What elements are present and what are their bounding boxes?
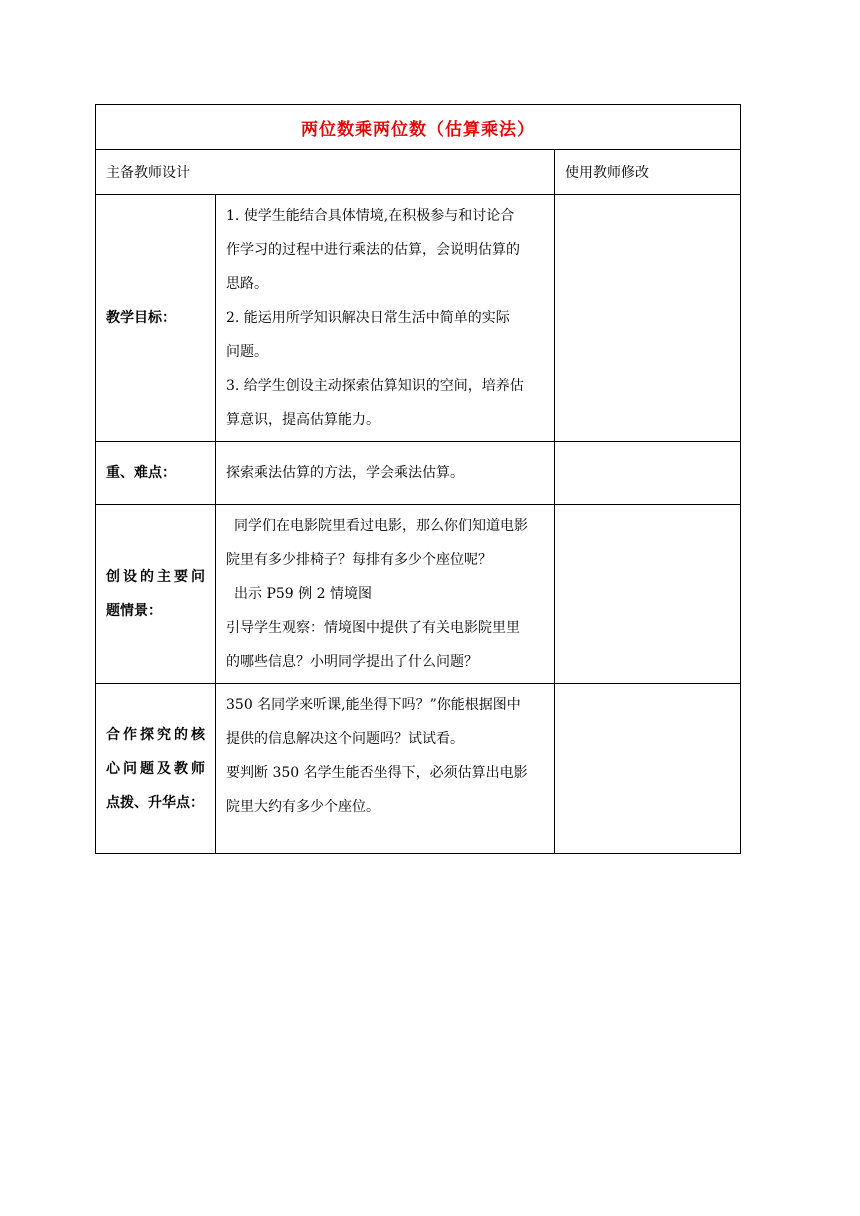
lesson-plan-table	[95, 104, 741, 854]
edit-cell	[555, 505, 741, 684]
content-line: 同学们在电影院里看过电影，那么你们知道电影	[234, 518, 528, 534]
row-label-goals: 教学目标：	[96, 195, 216, 442]
content-line: 要判断 350 名学生能否坐得下，必须估算出电影	[226, 765, 528, 781]
content-line: 院里有多少排椅子？每排有多少个座位呢？	[226, 552, 492, 568]
content-line: 的哪些信息？小明同学提出了什么问题？	[226, 654, 478, 670]
content-line: 作学习的过程中进行乘法的估算，会说明估算的	[226, 242, 520, 258]
content-line: 探索乘法估算的方法，学会乘法估算。	[226, 465, 464, 481]
content-line: 算意识，提高估算能力。	[226, 412, 380, 428]
row-label-inquiry	[96, 684, 216, 854]
row-label-scenario	[96, 505, 216, 684]
document-title: 两位数乘两位数（估算乘法）	[96, 105, 741, 150]
table-row	[96, 505, 741, 684]
row-content-scenario	[216, 505, 555, 684]
row-content-key-points	[216, 442, 555, 505]
content-line: 1. 使学生能结合具体情境,在积极参与和讨论合	[226, 208, 515, 224]
content-line: 提供的信息解决这个问题吗？试试看。	[226, 731, 464, 747]
table-row	[96, 195, 741, 442]
edit-cell	[555, 684, 741, 854]
label-line: 心问题及教师	[106, 760, 205, 777]
row-content-inquiry	[216, 684, 555, 854]
table-row	[96, 442, 741, 505]
label-line: 合作探究的核	[106, 726, 205, 743]
header-using-teacher: 使用教师修改	[555, 150, 741, 195]
edit-cell	[555, 195, 741, 442]
content-line: 引导学生观察：情境图中提供了有关电影院里里	[226, 620, 520, 636]
content-line: 3. 给学生创设主动探索估算知识的空间，培养估	[226, 378, 524, 394]
content-line: 问题。	[226, 344, 268, 360]
row-label-key-points: 重、难点：	[96, 442, 216, 505]
table-row	[96, 684, 741, 854]
row-content-goals	[216, 195, 555, 442]
header-main-teacher: 主备教师设计	[96, 150, 555, 195]
edit-cell	[555, 442, 741, 505]
label-line: 题情景：	[106, 603, 162, 619]
content-line: 思路。	[226, 276, 268, 292]
content-line: 院里大约有多少个座位。	[226, 799, 380, 815]
content-line: 出示 P59 例 2 情境图	[234, 586, 372, 602]
label-line: 创设的主要问	[106, 569, 205, 585]
label-line: 点拨、升华点：	[106, 794, 204, 811]
content-line: 350 名同学来听课,能坐得下吗？”你能根据图中	[226, 697, 521, 713]
content-line: 2. 能运用所学知识解决日常生活中简单的实际	[226, 310, 510, 326]
